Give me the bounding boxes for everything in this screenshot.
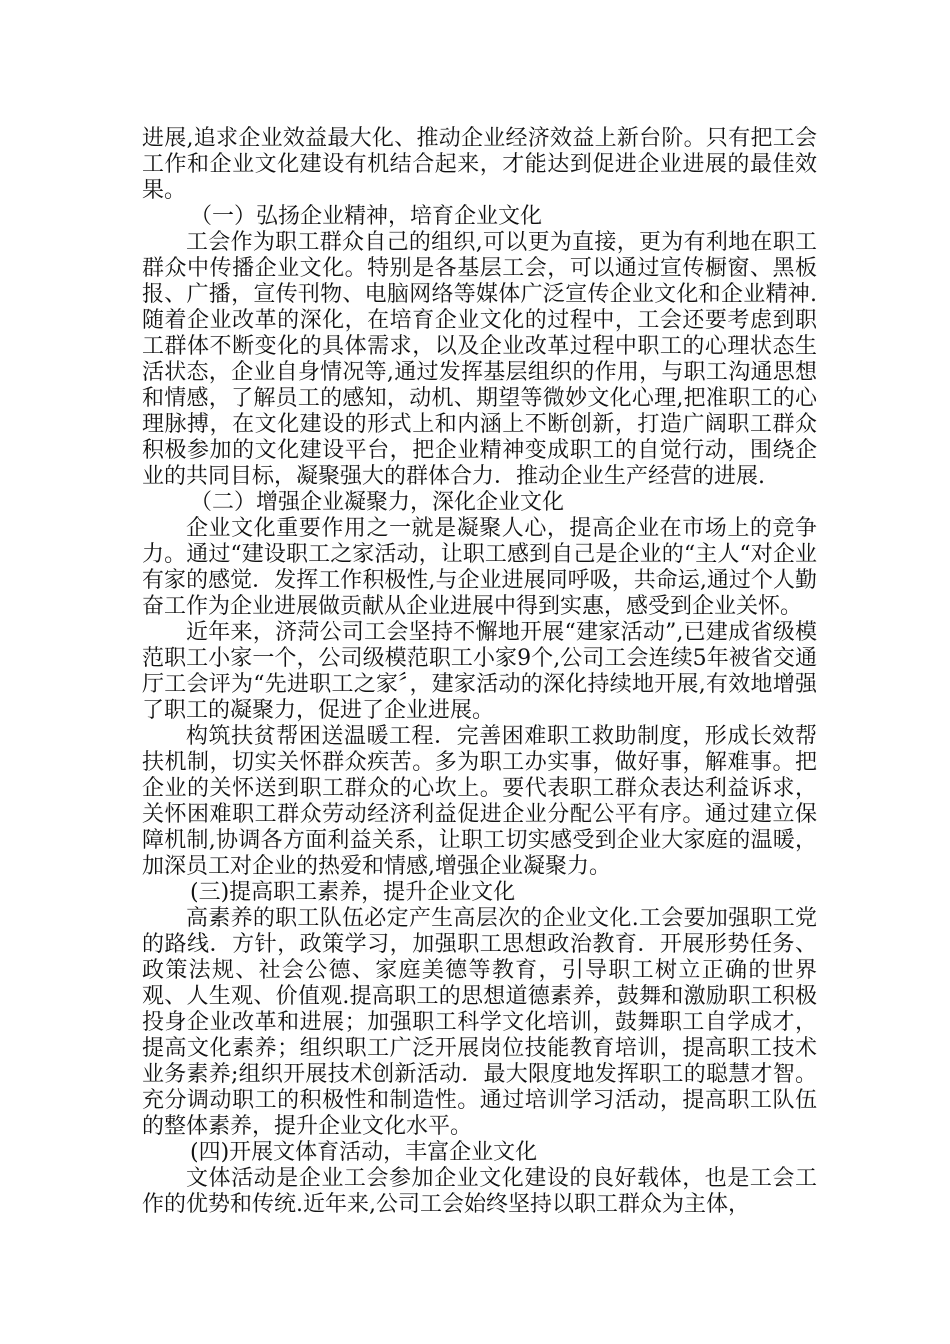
paragraph-4: 构筑扶贫帮困送温暖工程．完善困难职工救助制度，形成长效帮扶机制，切实关怀群众疾苦。多为职工办实事，做好事，解难事。把企业的关怀送到职工群众的心坎上。要代表职工群众表达利益诉求，关怀困难职工群众劳动经济利益促进企业分配公平有序。通过建立保障机制,协调各方面利益关系，让职工切实感受到企业大家庭的温暖，加深员工对企业的热爱和情感,增强企业凝聚力。 <box>142 724 817 879</box>
section-heading-1: （一）弘扬企业精神，培育企业文化 <box>190 204 543 229</box>
section-heading-4: (四)开展文体育活动，丰富企业文化 <box>190 1140 538 1165</box>
paragraph-5: 高素养的职工队伍必定产生高层次的企业文化.工会要加强职工党的路线．方针，政策学习，加强职工思想政治教育．开展形势任务、政策法规、社会公德、家庭美德等教育，引导职工树立正确的世界观、人生观、价值观.提高职工的思想道德素养，鼓舞和激励职工积极投身企业改革和进展；加强职工科学文化培训，鼓舞职工自学成才，提高文化素养；组织职工广泛开展岗位技能教育培训，提高职工技术业务素养;组织开展技术创新活动．最大限度地发挥职工的聪慧才智。充分调动职工的积极性和制造性。通过培训学习活动，提高职工队伍的整体素养，提升企业文化水平。 <box>142 906 817 1139</box>
section-heading-3: (三)提高职工素养，提升企业文化 <box>190 880 516 905</box>
section-heading-2: （二）增强企业凝聚力，深化企业文化 <box>190 490 565 515</box>
document-body <box>142 126 817 1218</box>
paragraph-1: 工会作为职工群众自己的组织,可以更为直接，更为有利地在职工群众中传播企业文化。特别是各基层工会，可以通过宣传橱窗、黑板报、广播，宣传刊物、电脑网络等媒体广泛宣传企业文化和企业精神.随着企业改革的深化，在培育企业文化的过程中，工会还要考虑到职工群体不断变化的具体需求，以及企业改革过程中职工的心理状态生活状态，企业自身情况等,通过发挥基层组织的作用，与职工沟通思想和情感，了解员工的感知，动机、期望等微妙文化心理,把准职工的心理脉搏，在文化建设的形式上和内涵上不断创新，打造广阔职工群众积极参加的文化建设平台，把企业精神变成职工的自觉行动，围绕企业的共同目标，凝聚强大的群体合力．推动企业生产经营的进展. <box>142 230 817 489</box>
intro-paragraph: 进展,追求企业效益最大化、推动企业经济效益上新台阶。只有把工会工作和企业文化建设有机结合起来，才能达到促进企业进展的最佳效果。 <box>142 126 817 203</box>
paragraph-3: 近年来，济菏公司工会坚持不懈地开展“建家活动”,已建成省级模范职工小家一个，公司级模范职工小家9个,公司工会连续5年被省交通厅工会评为“先进职工之家〞，建家活动的深化持续地开展,有效地增强了职工的凝聚力，促进了企业进展。 <box>142 620 817 723</box>
paragraph-6: 文体活动是企业工会参加企业文化建设的良好载体，也是工会工作的优势和传统.近年来,公司工会始终坚持以职工群众为主体， <box>142 1166 817 1217</box>
paragraph-2: 企业文化重要作用之一就是凝聚人心，提高企业在市场上的竞争力。通过“建设职工之家活动，让职工感到自己是企业的“主人“对企业有家的感觉．发挥工作积极性,与企业进展同呼吸，共命运,通过个人勤奋工作为企业进展做贡献从企业进展中得到实惠，感受到企业关怀。 <box>142 516 817 619</box>
